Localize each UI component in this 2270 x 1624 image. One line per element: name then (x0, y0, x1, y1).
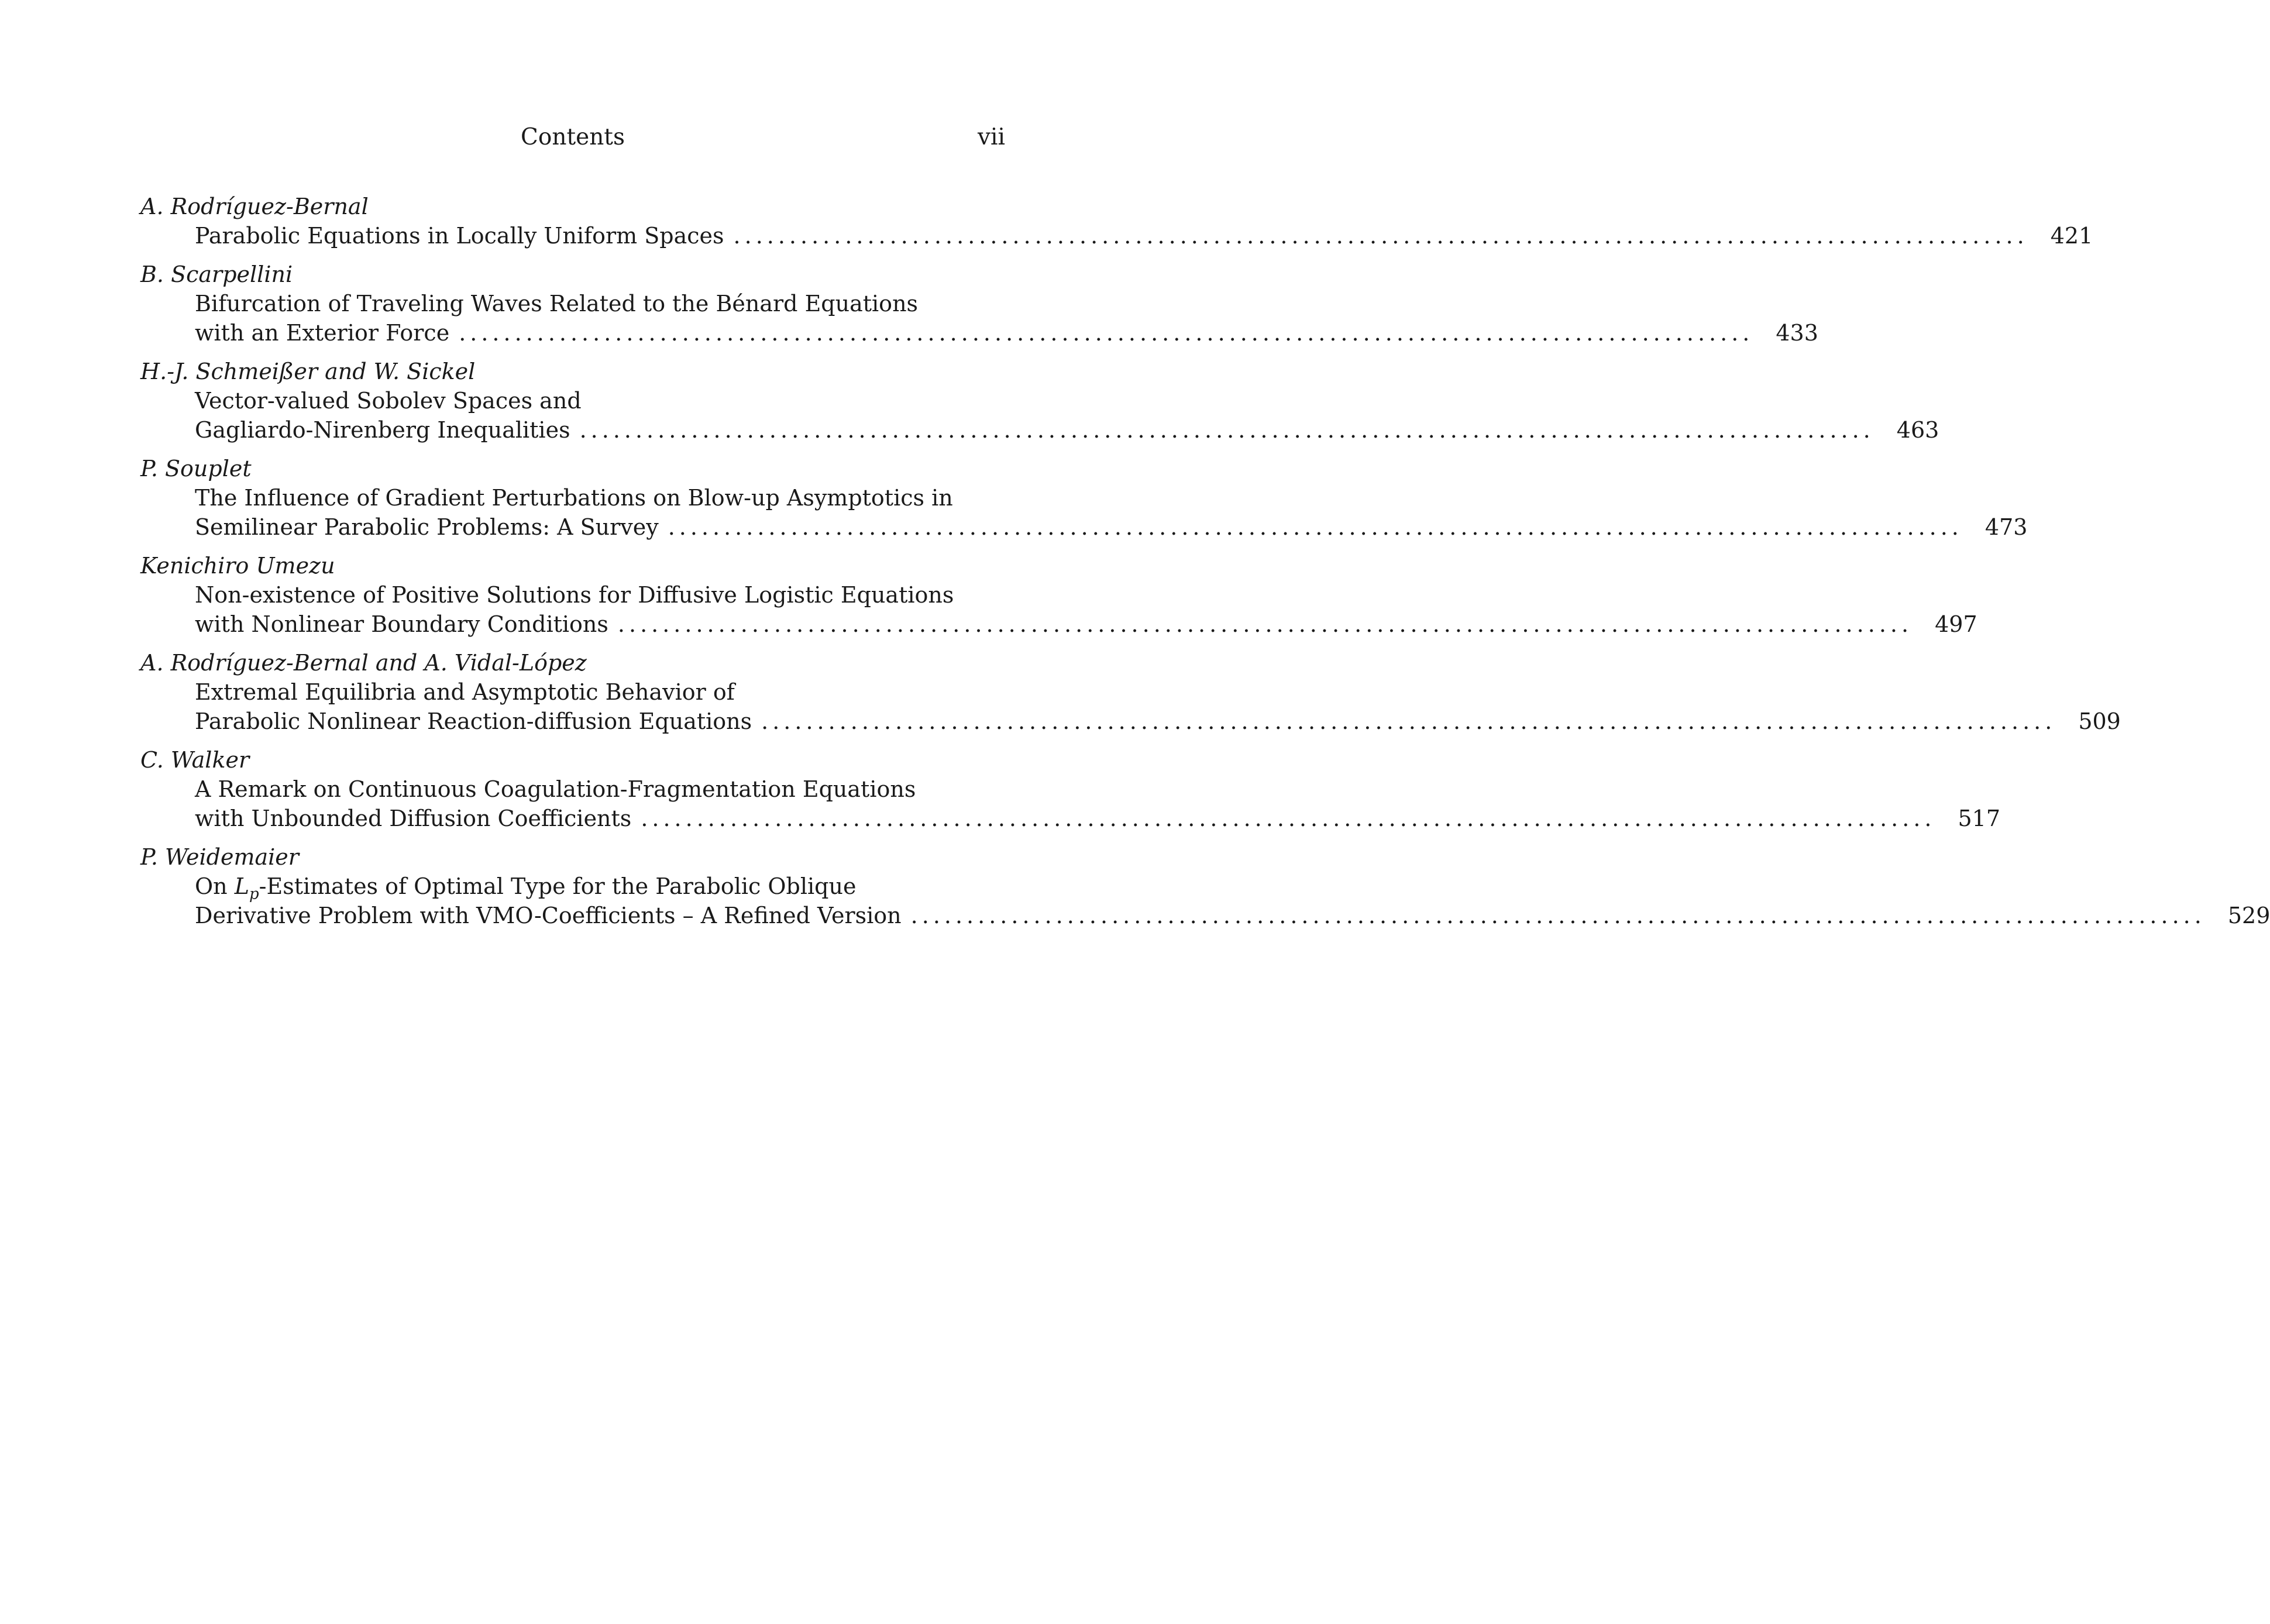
entry-title-last-line[interactable] (195, 318, 1818, 347)
toc-entry (140, 842, 2270, 930)
entry-title-line: A Remark on Continuous Coagulation-Fragmentation Equations (195, 776, 916, 802)
entry-title-text: with Unbounded Diffusion Coefficients (195, 806, 632, 831)
entry-author: A. Rodríguez-Bernal (140, 194, 369, 219)
entry-title-last-line[interactable] (195, 221, 2093, 250)
entry-author: C. Walker (140, 747, 250, 773)
entry-author: P. Weidemaier (140, 844, 299, 870)
math-symbol-l: L (234, 873, 249, 899)
entry-title-line: Bifurcation of Traveling Waves Related to the Bénard Equations (195, 291, 919, 316)
entry-title-text: Gagliardo-Nirenberg Inequalities (195, 417, 570, 443)
entry-title-line: The Influence of Gradient Perturbations on Blow-up Asymptotics in (195, 485, 953, 511)
math-subscript-p: p (249, 885, 259, 903)
entry-page-number: 509 (2078, 708, 2121, 734)
entry-title-line: Extremal Equilibria and Asymptotic Behavior of (195, 679, 735, 705)
toc-entry (140, 357, 1939, 445)
toc-entry (140, 648, 2121, 736)
entry-title-text: Semilinear Parabolic Problems: A Survey (195, 514, 659, 540)
dot-leaders: .................................................................................................................... (668, 514, 1963, 540)
entry-title-last-line[interactable] (195, 610, 1977, 639)
entry-title-last-line[interactable] (195, 804, 2001, 833)
title-suffix: -Estimates of Optimal Type for the Parabolic Oblique (259, 873, 857, 899)
entry-title-text: Parabolic Equations in Locally Uniform Spaces (195, 223, 724, 249)
dot-leaders: .................................................................................................................... (733, 223, 2028, 249)
entry-page-number: 421 (2050, 223, 2093, 249)
entry-page-number: 463 (1896, 417, 1939, 443)
entry-title-last-line[interactable] (195, 901, 2270, 930)
entry-title-line: Non-existence of Positive Solutions for Diffusive Logistic Equations (195, 582, 954, 608)
entry-title-last-line[interactable] (195, 707, 2121, 736)
dot-leaders: .................................................................................................................... (641, 806, 1936, 831)
toc-entry (140, 551, 1977, 639)
dot-leaders: .................................................................................................................... (761, 708, 2056, 734)
entry-author: H.-J. Schmeißer and W. Sickel (140, 359, 476, 384)
entry-title-text: Parabolic Nonlinear Reaction-diffusion Equations (195, 708, 752, 734)
toc-entry (140, 745, 2001, 833)
entry-author: Kenichiro Umezu (140, 553, 335, 579)
entry-title-text: Derivative Problem with VMO-Coefficients – A Refined Version (195, 903, 902, 928)
page-number: vii (978, 124, 1005, 150)
dot-leaders: .................................................................................................................... (579, 417, 1875, 443)
entry-author: B. Scarpellini (140, 262, 293, 287)
entry-page-number: 473 (1984, 514, 2028, 540)
entry-title-line: Vector-valued Sobolev Spaces and (195, 388, 582, 414)
dot-leaders: .................................................................................................................... (617, 611, 1913, 637)
entry-page-number: 529 (2227, 903, 2270, 928)
toc-entry (140, 454, 2028, 542)
running-head (140, 124, 1005, 156)
entry-page-number: 517 (1958, 806, 2001, 831)
entry-page-number: 497 (1935, 611, 1977, 637)
entry-title-text: with Nonlinear Boundary Conditions (195, 611, 608, 637)
dot-leaders: .................................................................................................................... (459, 320, 1754, 346)
entry-author: P. Souplet (140, 456, 252, 481)
table-of-contents (140, 192, 2270, 940)
title-prefix: On (195, 873, 235, 899)
toc-entry (140, 192, 2093, 250)
entry-title-line (195, 872, 1005, 901)
entry-author: A. Rodríguez-Bernal and A. Vidal-López (140, 650, 587, 676)
entry-title-last-line[interactable] (195, 512, 2028, 542)
entry-page-number: 433 (1776, 320, 1818, 346)
entry-title-last-line[interactable] (195, 415, 1939, 445)
dot-leaders: .................................................................................................................... (910, 903, 2206, 928)
running-title: Contents (521, 124, 625, 150)
entry-title-text: with an Exterior Force (195, 320, 450, 346)
toc-entry (140, 260, 1818, 347)
